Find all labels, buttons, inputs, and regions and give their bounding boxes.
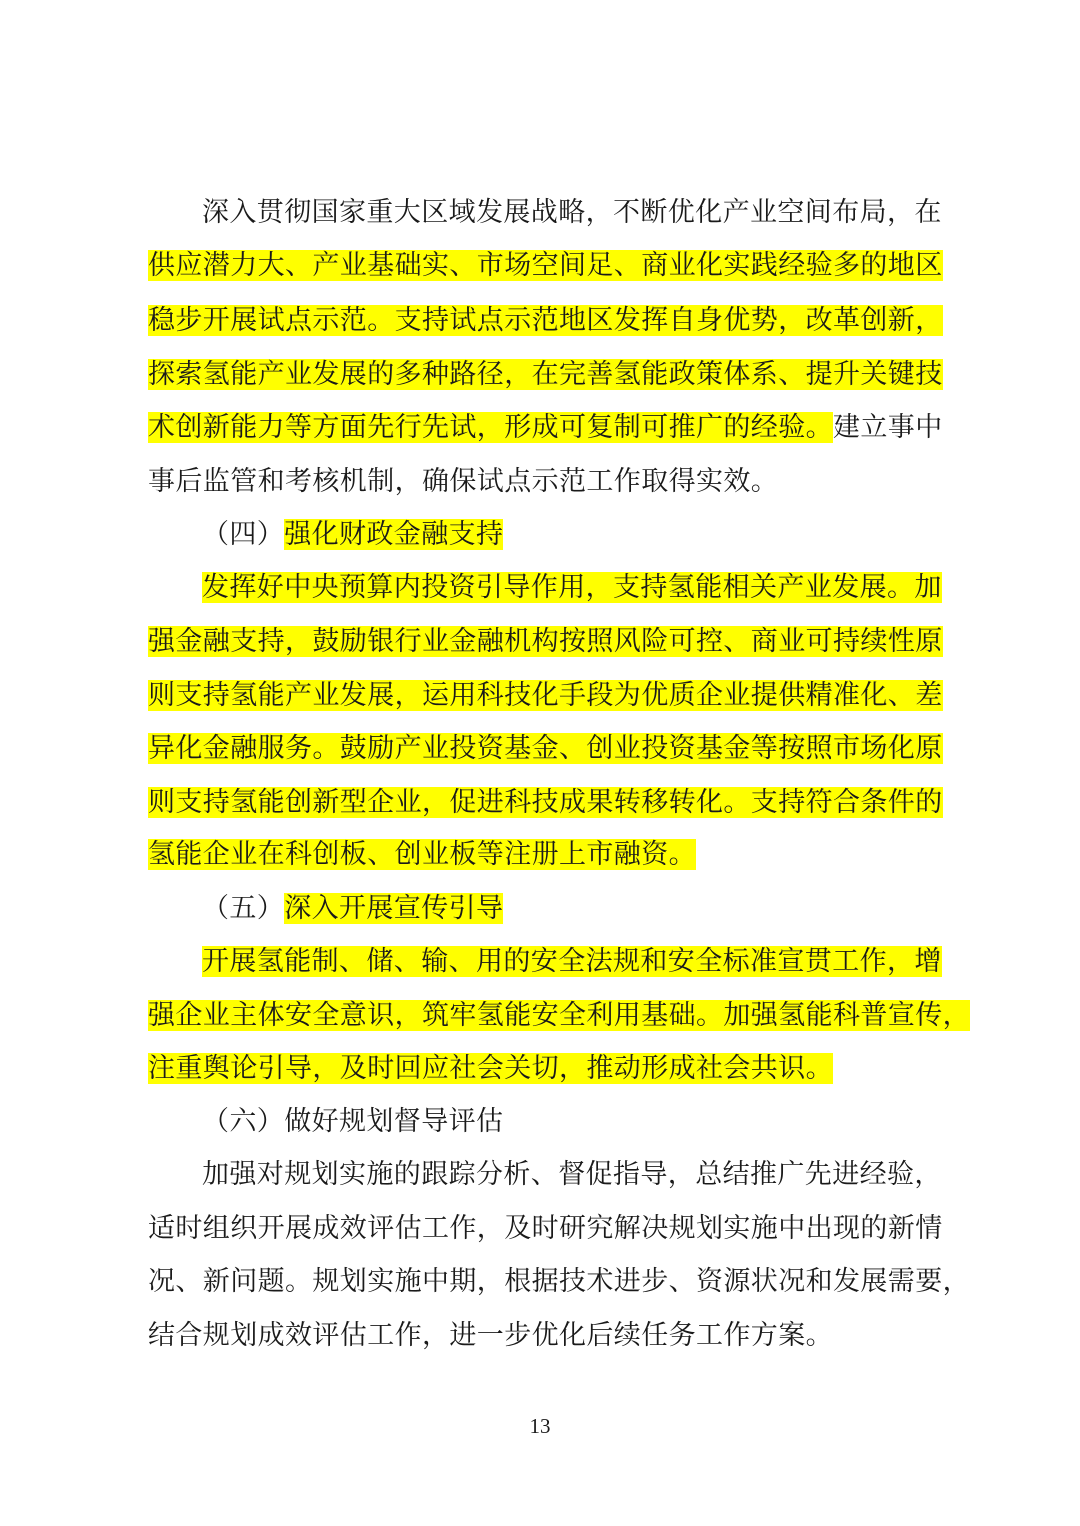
- highlighted-text: 异化金融服务。鼓励产业投资基金、创业投资基金等按照市场化原: [148, 733, 943, 764]
- highlighted-text: 发挥好中央预算内投资引导作用，支持氢能相关产业发展。加: [202, 572, 942, 603]
- pilot-text: 建立事中: [833, 412, 943, 443]
- pilot-paragraph-line-1: [202, 193, 942, 233]
- finance-paragraph-line-1: [202, 568, 942, 608]
- heading-number: （五）: [202, 893, 285, 924]
- heading-text: （六）做好规划督导评估: [202, 1106, 504, 1137]
- pilot-paragraph-line-2: [148, 246, 943, 286]
- highlighted-text: 探索氢能产业发展的多种路径，在完善氢能政策体系、提升关键技: [148, 359, 943, 390]
- highlighted-text: 氢能企业在科创板、创业板等注册上市融资。: [148, 839, 696, 870]
- heading-title: 深入开展宣传引导: [284, 893, 504, 924]
- evaluation-text: 适时组织开展成效评估工作，及时研究解决规划实施中出现的新情: [148, 1213, 943, 1244]
- finance-paragraph-line-4: [148, 729, 943, 769]
- pilot-text: 事后监管和考核机制，确保试点示范工作取得实效。: [148, 466, 779, 497]
- evaluation-paragraph-line-4: [148, 1316, 833, 1356]
- highlighted-text: 开展氢能制、储、输、用的安全法规和安全标准宣贯工作，增: [202, 946, 942, 977]
- finance-paragraph-line-2: [148, 622, 943, 662]
- evaluation-text: 结合规划成效评估工作，进一步优化后续任务工作方案。: [148, 1320, 833, 1351]
- section-heading-four: [202, 515, 503, 555]
- finance-paragraph-line-6: [148, 835, 696, 875]
- finance-paragraph-line-5: [148, 783, 943, 823]
- pilot-paragraph-line-5: [148, 408, 943, 448]
- publicity-paragraph-line-3: [148, 1049, 833, 1089]
- evaluation-paragraph-line-2: [148, 1209, 943, 1249]
- highlighted-text: 强金融支持，鼓励银行业金融机构按照风险可控、商业可持续性原: [148, 626, 943, 657]
- publicity-paragraph-line-2: [148, 996, 970, 1036]
- highlighted-text: 稳步开展试点示范。支持试点示范地区发挥自身优势，改革创新，: [148, 305, 943, 336]
- section-heading-five: [202, 889, 503, 929]
- evaluation-text: 加强对规划实施的跟踪分析、督促指导，总结推广先进经验，: [202, 1159, 942, 1190]
- heading-title: 强化财政金融支持: [284, 519, 504, 550]
- pilot-paragraph-line-6: [148, 462, 778, 502]
- heading-number: （四）: [202, 519, 285, 550]
- highlighted-text: 注重舆论引导，及时回应社会关切，推动形成社会共识。: [148, 1053, 833, 1084]
- publicity-paragraph-line-1: [202, 942, 942, 982]
- pilot-paragraph-line-4: [148, 355, 943, 395]
- pilot-text: 深入贯彻国家重大区域发展战略，不断优化产业空间布局，在: [202, 197, 942, 228]
- highlighted-text: 则支持氢能产业发展，运用科技化手段为优质企业提供精准化、差: [148, 680, 943, 711]
- highlighted-text: 强企业主体安全意识，筑牢氢能安全利用基础。加强氢能科普宣传，: [148, 1000, 970, 1031]
- highlighted-text: 术创新能力等方面先行先试，形成可复制可推广的经验。: [148, 412, 833, 443]
- section-heading-six: [202, 1102, 503, 1142]
- page-number: 13: [529, 1414, 551, 1438]
- evaluation-paragraph-line-3: [148, 1262, 970, 1302]
- pilot-paragraph-line-3: [148, 301, 943, 341]
- highlighted-text: 供应潜力大、产业基础实、市场空间足、商业化实践经验多的地区: [148, 250, 943, 281]
- evaluation-text: 况、新问题。规划实施中期，根据技术进步、资源状况和发展需要，: [148, 1266, 970, 1297]
- evaluation-paragraph-line-1: [202, 1155, 942, 1195]
- finance-paragraph-line-3: [148, 676, 943, 716]
- highlighted-text: 则支持氢能创新型企业，促进科技成果转移转化。支持符合条件的: [148, 787, 943, 818]
